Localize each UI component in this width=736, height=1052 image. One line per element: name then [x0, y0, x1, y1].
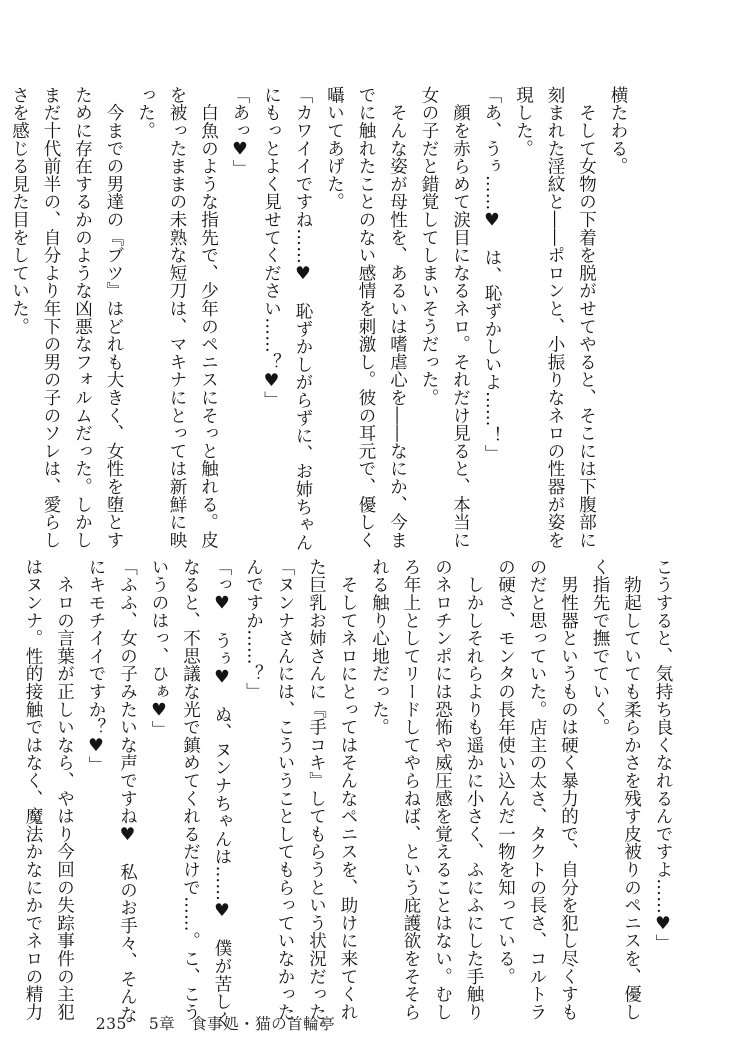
upper-text-line: ために存在するかのような凶悪なフォルムだった。しかし	[72, 86, 93, 549]
upper-text-line: 女の子だと錯覚してしまいそうだった。	[419, 86, 439, 407]
lower-text-line: んですか……？」	[243, 558, 264, 701]
lower-text-line: 男性器というものは硬く暴力的で、自分を犯し尽くすも	[558, 558, 579, 1021]
lower-text-line: しかしそれらよりも遥かに小さく、ふにふにした手触り	[464, 558, 484, 1021]
upper-text-line: 「あっ♥」	[230, 86, 250, 178]
upper-text-line: 白魚のような指先で、少年のペニスにそっと触れる。皮	[198, 86, 219, 549]
lower-text-line: 「ふふ、女の子みたいな声ですね♥ 私のお手々、そんな	[117, 558, 138, 1024]
upper-text-block	[9, 86, 633, 552]
lower-text-line: く指先で撫でていく。	[590, 558, 610, 736]
upper-text-line: にもっとよく見せてください……？♥」	[261, 86, 282, 409]
lower-text-line: いうのはっ、ひぁ♥」	[149, 558, 169, 739]
chapter-title: 5章 食事処・猫の首輪亭	[148, 1015, 336, 1033]
lower-text-line: 勃起していても柔らかさを残す皮被りのペニスを、優し	[621, 558, 642, 1021]
lower-text-line: はヌンナ。性的接触ではなく、魔法かなにかでネロの精力	[23, 558, 43, 1021]
upper-text-line	[0, 86, 3, 510]
lower-text-line: こうすると、気持ち良くなれるんですよ……♥」	[653, 558, 673, 953]
upper-text-line: さを感じる見た目をしていた。	[9, 86, 30, 336]
upper-text-line: でに触れたことのない感情を刺激し。彼の耳元で、優しく	[356, 86, 376, 549]
upper-text-line: 顔を赤らめて涙目になるネロ。それだけ見ると、本当に	[450, 86, 471, 549]
lower-text-line: のネロチンポには恐怖や威圧感を覚えることはない。むし	[432, 558, 453, 1021]
upper-text-line: 刻まれた淫紋と――ポロンと、小振りなネロの性器が姿を	[545, 86, 565, 549]
lower-text-line: た巨乳お姉さんに『手コキ』してもらうという状況だった。	[306, 558, 327, 1039]
upper-text-line: 囁いてあげた。	[324, 86, 345, 211]
lower-text-line: なると、不思議な光で鎮めてくれるだけで……。こ、こう	[180, 558, 201, 1021]
lower-text-line: ろ年上としてリードしてやらねば、という庇護欲をそそら	[401, 558, 421, 1021]
upper-text-line: 現した。	[513, 86, 534, 158]
lower-text-line: そしてネロにとってはそんなペニスを、助けに来てくれ	[338, 558, 358, 1021]
upper-text-line: そんな姿が母性を、あるいは嗜虐心を――なにか、今ま	[387, 86, 408, 549]
lower-text-line: にキモチイイですか？♥」	[86, 558, 106, 775]
upper-text-line: った。	[135, 86, 156, 140]
upper-text-line: 横たわる。	[608, 86, 628, 175]
lower-text-line: 「ヌンナさんには、こういうことしてもらっていなかった	[275, 558, 295, 1021]
lower-text-line: ネロの言葉が正しいなら、やはり今回の失踪事件の主犯	[54, 558, 75, 1021]
upper-text-line: そして女物の下着を脱がせてやると、そこには下腹部に	[576, 86, 597, 549]
upper-text-line: まだ十代前半の、自分より年下の男の子のソレは、愛らし	[41, 86, 61, 549]
lower-text-line: 「っ♥ うぅ♥ ぬ、ヌンナちゃんは……♥ 僕が苦しく	[212, 558, 232, 1029]
upper-text-line: 「カワイイですね……♥ 恥ずかしがらずに、お姉ちゃん	[293, 86, 313, 552]
upper-text-line: を被ったままの未熟な短刀は、マキナにとっては新鮮に映	[167, 86, 187, 549]
lower-text-line: の硬さ、モンタの長年使い込んだ一物を知っている。	[495, 558, 516, 986]
upper-text-line: 「あ、うぅ……♥ は、恥ずかしいよ……！」	[482, 86, 502, 463]
page-number: 235	[95, 1015, 127, 1033]
lower-text-line: のだと思っていた。店主の太さ、タクトの長さ、コルトラ	[527, 558, 547, 1021]
page-footer	[74, 994, 357, 1052]
lower-text-line: れる触り心地だった。	[369, 558, 390, 736]
upper-text-line: 今までの男達の『ブツ』はどれも大きく、女性を堕とす	[104, 86, 124, 549]
